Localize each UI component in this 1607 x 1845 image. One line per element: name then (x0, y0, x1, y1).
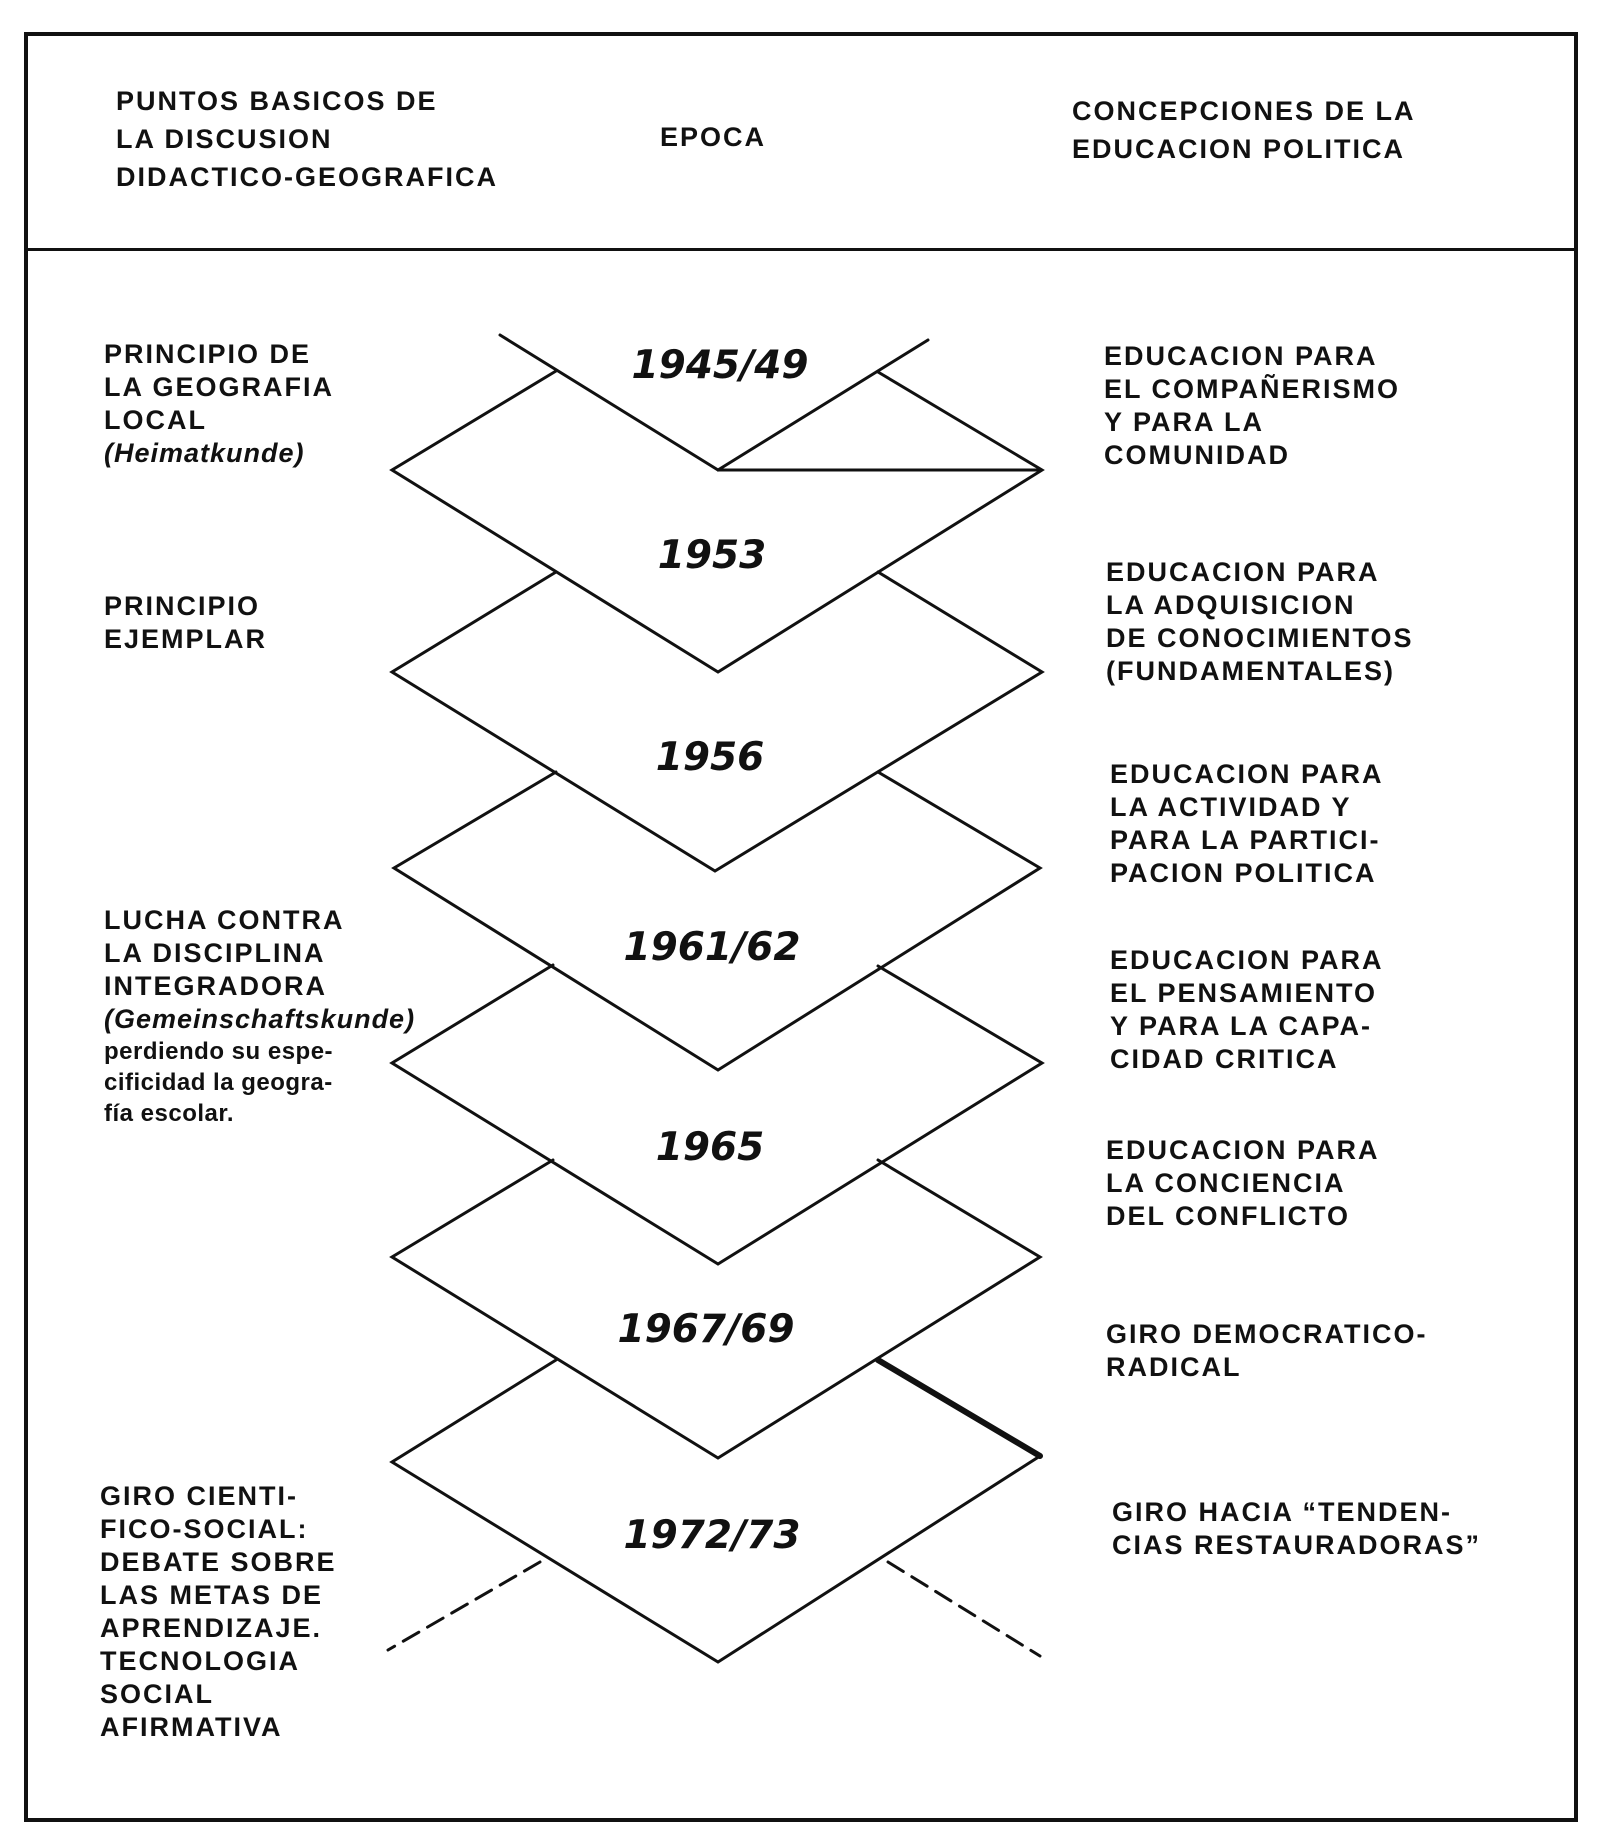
label-line: (FUNDAMENTALES) (1106, 656, 1395, 686)
epoch-label: 1967/69 (617, 1307, 795, 1352)
header-left-line: LA DISCUSION (116, 124, 333, 154)
header-left-line: PUNTOS BASICOS DE (116, 86, 438, 116)
label-line: LA DISCIPLINA (104, 938, 326, 968)
right-label-conflict (1106, 1134, 1380, 1233)
label-line: PRINCIPIO (104, 591, 261, 621)
label-line: Y PARA LA (1104, 407, 1265, 437)
label-line: LA GEOGRAFIA (104, 372, 334, 402)
right-label-knowledge (1106, 556, 1414, 688)
epoch-label: 1965 (655, 1125, 765, 1170)
label-line: DEBATE SOBRE (100, 1547, 337, 1577)
label-line-small: cificidad la geogra- (104, 1069, 333, 1096)
right-label-companionship (1104, 340, 1400, 472)
label-line: LOCAL (104, 405, 207, 435)
label-line: AFIRMATIVA (100, 1712, 283, 1742)
epoch-diamond (392, 1360, 1040, 1662)
label-line: Y PARA LA CAPA- (1110, 1011, 1373, 1041)
diamond-edge-dashed (888, 1562, 1040, 1656)
header-right-line: CONCEPCIONES DE LA (1072, 96, 1416, 126)
label-line: GIRO HACIA “TENDEN- (1112, 1497, 1452, 1527)
label-line: FICO-SOCIAL: (100, 1514, 309, 1544)
label-line: EDUCACION PARA (1110, 945, 1384, 975)
left-label-struggle (104, 904, 415, 1129)
label-line: GIRO CIENTI- (100, 1481, 298, 1511)
label-line: RADICAL (1106, 1352, 1242, 1382)
label-line: GIRO DEMOCRATICO- (1106, 1319, 1428, 1349)
epoch-label: 1956 (655, 735, 765, 780)
label-line: SOCIAL (100, 1679, 215, 1709)
label-line: PARA LA PARTICI- (1110, 825, 1381, 855)
label-line: PACION POLITICA (1110, 858, 1377, 888)
epoch-label: 1953 (657, 533, 767, 578)
diamond-edge-dashed (388, 1562, 540, 1650)
epoch-label: 1972/73 (623, 1513, 801, 1558)
label-line: INTEGRADORA (104, 971, 327, 1001)
label-line: EL COMPAÑERISMO (1104, 374, 1401, 404)
label-line: CIAS RESTAURADORAS” (1112, 1530, 1482, 1560)
label-line: EJEMPLAR (104, 624, 268, 654)
label-line: LA ACTIVIDAD Y (1110, 792, 1352, 822)
left-label-local-geography (104, 338, 334, 470)
header-right-line: EDUCACION POLITICA (1072, 134, 1405, 164)
label-line-italic: (Heimatkunde) (104, 438, 305, 468)
epoch-diamond (392, 965, 1042, 1264)
epoch-label: 1961/62 (623, 925, 801, 970)
label-line: EDUCACION PARA (1106, 1135, 1380, 1165)
epoch-diamond (392, 572, 1042, 871)
label-line: DEL CONFLICTO (1106, 1201, 1351, 1231)
label-line: CIDAD CRITICA (1110, 1044, 1339, 1074)
label-line: EDUCACION PARA (1104, 341, 1378, 371)
label-line: LA CONCIENCIA (1106, 1168, 1346, 1198)
label-line: LAS METAS DE (100, 1580, 324, 1610)
epoch-diamond (392, 371, 1042, 672)
epoch-label: 1945/49 (631, 343, 809, 388)
label-line: COMUNIDAD (1104, 440, 1290, 470)
label-line: EDUCACION PARA (1106, 557, 1380, 587)
label-line-small: fía escolar. (104, 1100, 235, 1127)
label-line: LA ADQUISICION (1106, 590, 1356, 620)
label-line-italic: (Gemeinschaftskunde) (104, 1004, 416, 1034)
right-label-restoration (1112, 1496, 1481, 1562)
left-label-scientific-social (100, 1480, 337, 1744)
header-left-line: DIDACTICO-GEOGRAFICA (116, 162, 498, 192)
label-line-small: perdiendo su espe- (104, 1038, 334, 1065)
right-label-democratic (1106, 1318, 1427, 1384)
label-line: LUCHA CONTRA (104, 905, 345, 935)
label-line: EDUCACION PARA (1110, 759, 1384, 789)
label-line: TECNOLOGIA (100, 1646, 300, 1676)
epoch-diamond (394, 772, 1040, 1070)
label-line: EL PENSAMIENTO (1110, 978, 1378, 1008)
label-line: DE CONOCIMIENTOS (1106, 623, 1414, 653)
label-line: APRENDIZAJE. (100, 1613, 323, 1643)
right-label-activity (1110, 758, 1384, 890)
left-label-exemplary (104, 590, 267, 656)
right-label-critical-thinking (1110, 944, 1384, 1076)
diamond-edge-bold (878, 1360, 1040, 1456)
header-center: EPOCA (660, 122, 767, 152)
label-line: PRINCIPIO DE (104, 339, 312, 369)
